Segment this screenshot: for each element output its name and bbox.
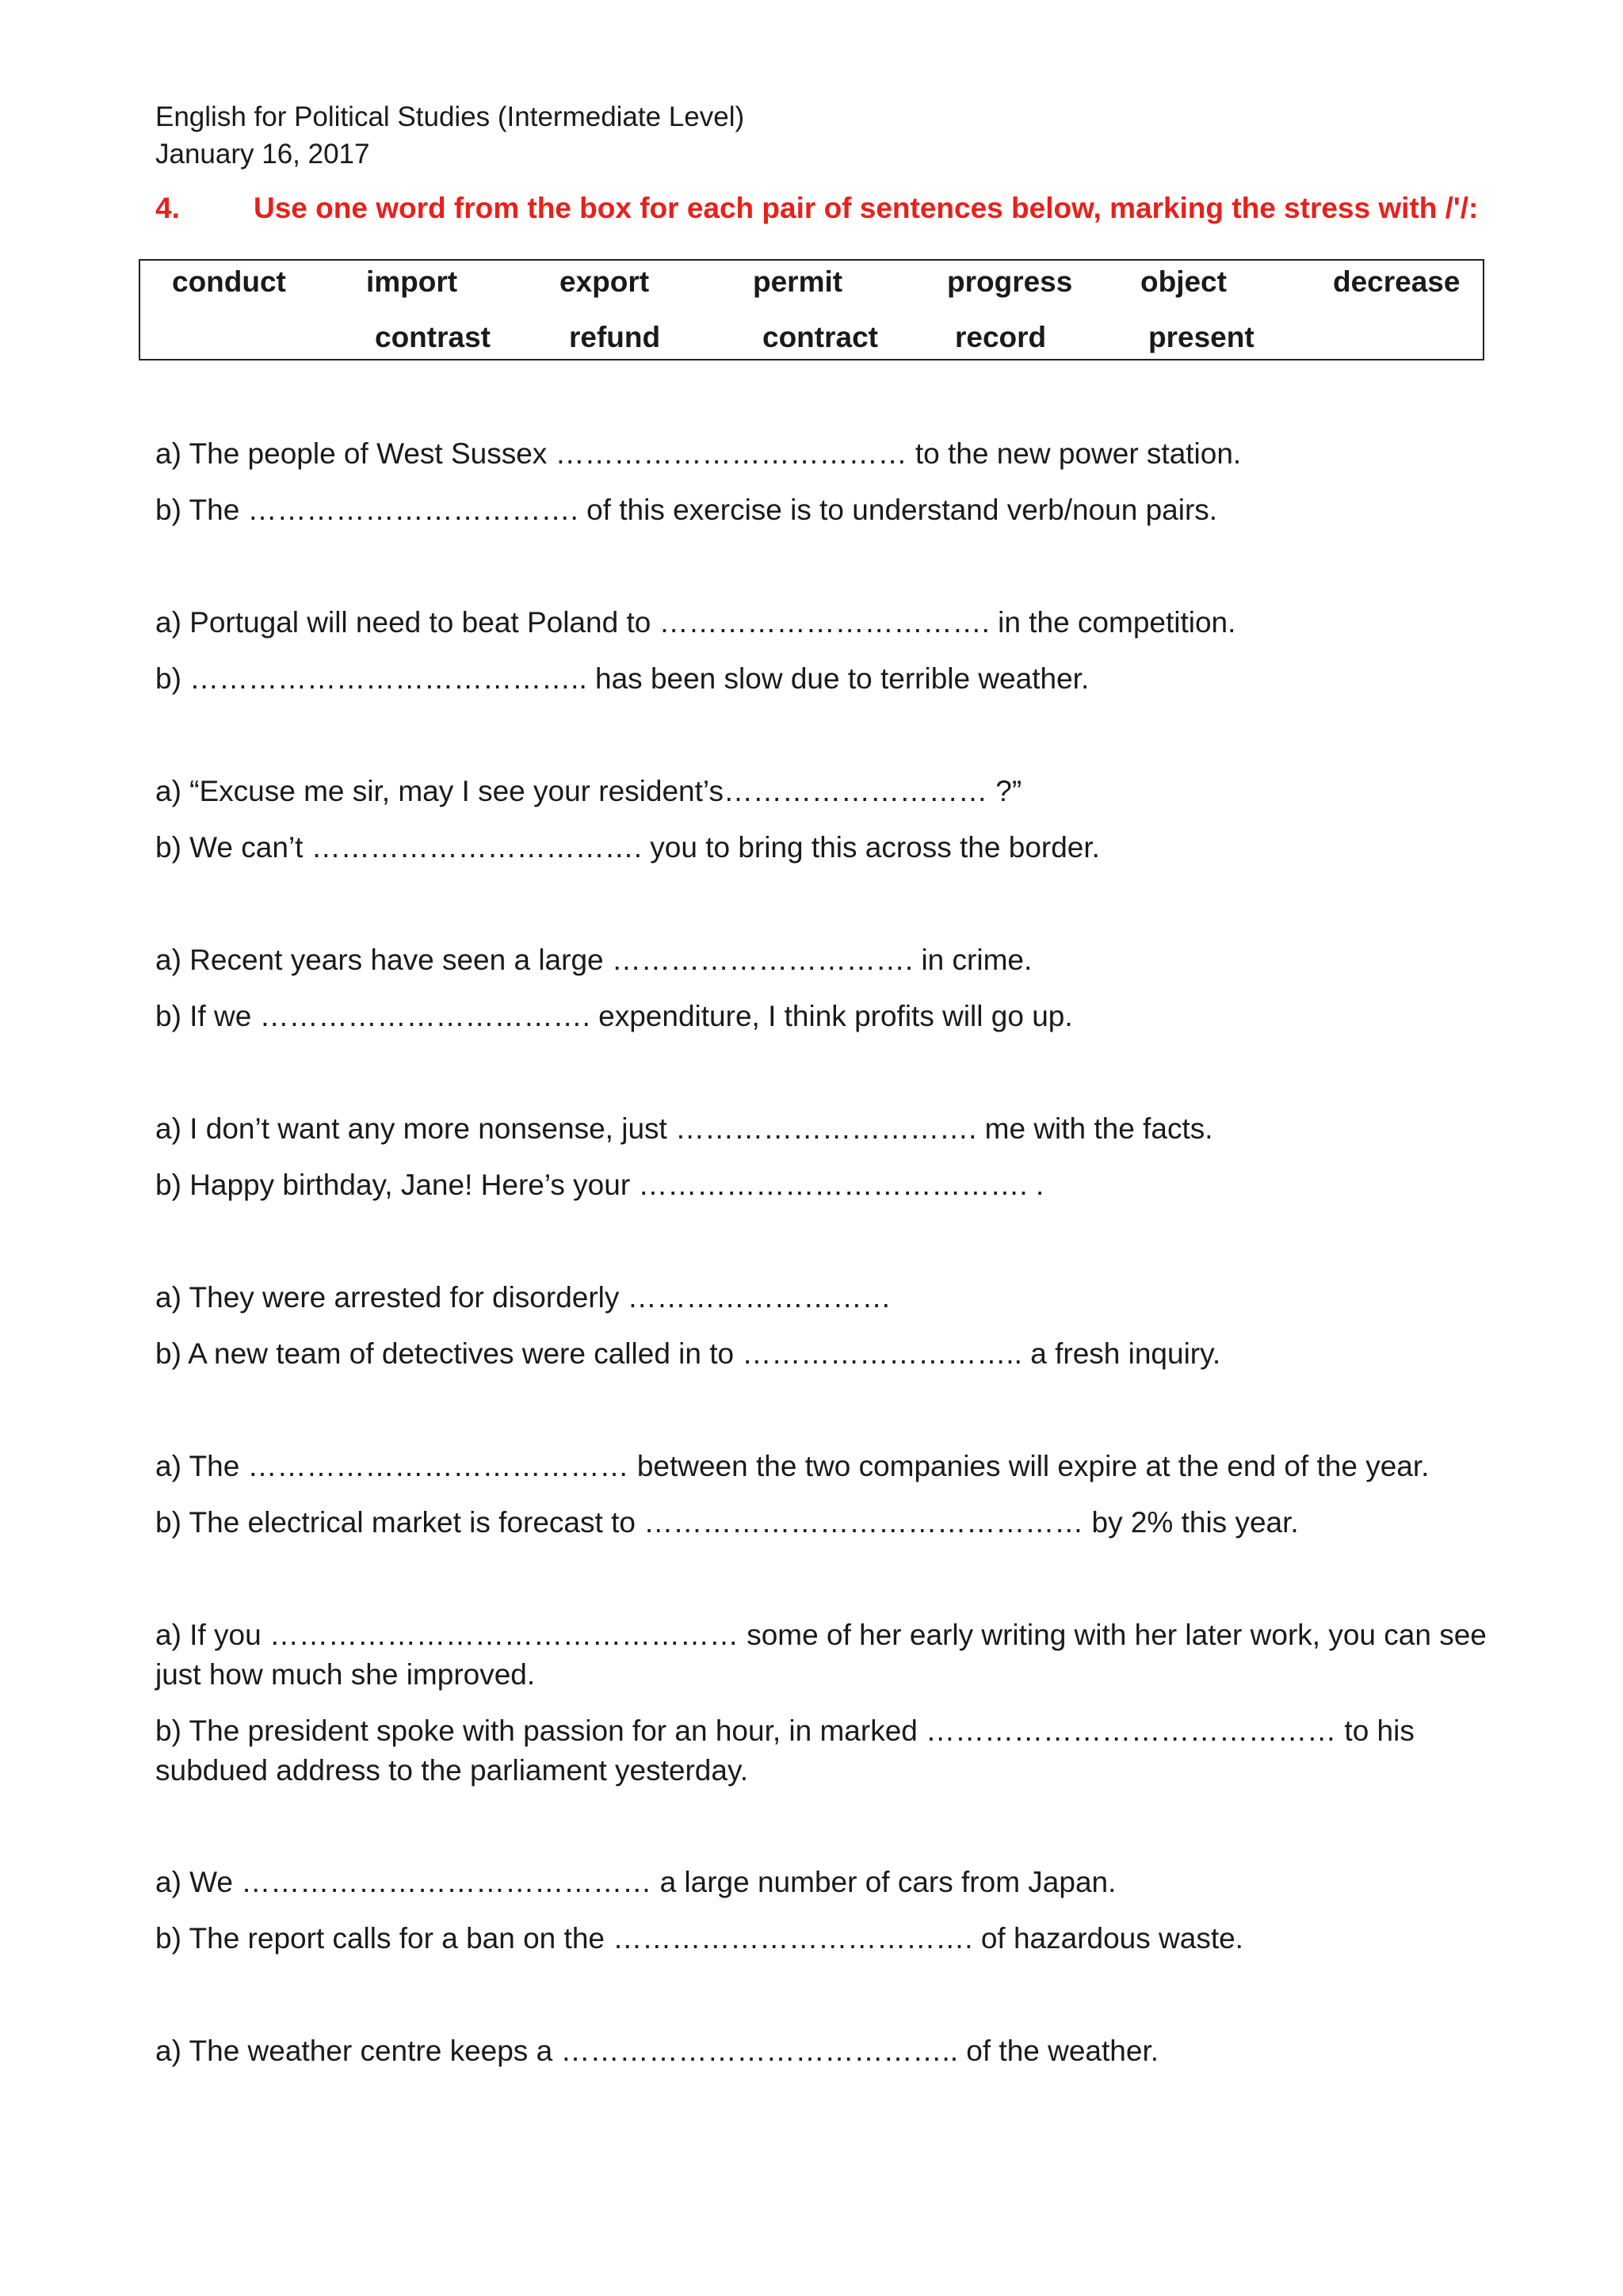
exercise-sentence: a) The ………………………………… between the two companies will expire at the end of the year.	[155, 1450, 1430, 1482]
word-box-item: conduct	[172, 265, 286, 298]
exercise-sentence: b) Happy birthday, Jane! Here’s your …………………………………. .	[155, 1169, 1044, 1201]
exercise-sentence: b) The report calls for a ban on the ………………………………. of hazardous waste.	[155, 1922, 1243, 1955]
word-box-item: import	[366, 265, 458, 298]
exercise-sentence: b) If we ……………………………. expenditure, I think profits will go up.	[155, 1000, 1073, 1032]
exercise-sentence: b) We can’t ……………………………. you to bring this across the border.	[155, 831, 1100, 864]
exercise-sentence: b) A new team of detectives were called in to ……………………….. a fresh inquiry.	[155, 1337, 1221, 1370]
word-box-item: contrast	[375, 321, 491, 353]
exercise-sentence: a) If you ………………………………………… some of her early writing with her later work, you can see just how much she improved.	[155, 1619, 1487, 1691]
document-header	[155, 98, 744, 173]
exercise-sentence: b) The president spoke with passion for an hour, in marked …………………………………… to his subdued address to the parliament yesterday.	[155, 1714, 1415, 1787]
exercise-sentence: a) We …………………………………… a large number of cars from Japan.	[155, 1866, 1117, 1898]
exercise-sentence: a) “Excuse me sir, may I see your resident’s……………………… ?”	[155, 775, 1022, 807]
exercise-sentence: a) Recent years have seen a large …………………………. in crime.	[155, 944, 1033, 976]
word-box-item: record	[955, 321, 1047, 353]
task-instruction: Use one word from the box for each pair of sentences below, marking the stress with /'/:	[254, 192, 1479, 224]
exercise-sentence: a) They were arrested for disorderly ………………………	[155, 1281, 892, 1314]
course-title: English for Political Studies (Intermediate Level)	[155, 101, 745, 132]
exercise-sentence: b) The ……………………………. of this exercise is to understand verb/noun pairs.	[155, 494, 1218, 526]
exercise-sentence: a) I don’t want any more nonsense, just …………………………. me with the facts.	[155, 1112, 1213, 1145]
word-box	[139, 259, 1484, 360]
word-box-item: progress	[947, 265, 1073, 298]
document-date: January 16, 2017	[155, 139, 370, 170]
task-heading	[155, 192, 1478, 225]
word-box-item: present	[1148, 321, 1254, 353]
word-box-item: object	[1140, 265, 1227, 298]
exercise-sentence: a) Portugal will need to beat Poland to ……………………………. in the competition.	[155, 606, 1236, 639]
task-number: 4.	[155, 192, 180, 224]
exercise-sentence: a) The people of West Sussex ……………………………… to the new power station.	[155, 437, 1242, 470]
exercise-sentence: a) The weather centre keeps a ………………………………….. of the weather.	[155, 2035, 1159, 2067]
exercise-sentence: b) The electrical market is forecast to ……………………………………… by 2% this year.	[155, 1506, 1299, 1539]
word-box-item: refund	[569, 321, 661, 353]
word-box-item: export	[559, 265, 650, 298]
word-box-item: decrease	[1333, 265, 1461, 298]
word-box-item: permit	[753, 265, 843, 298]
word-box-item: contract	[762, 321, 878, 353]
exercise-sentence: b) ………………………………….. has been slow due to terrible weather.	[155, 662, 1090, 695]
